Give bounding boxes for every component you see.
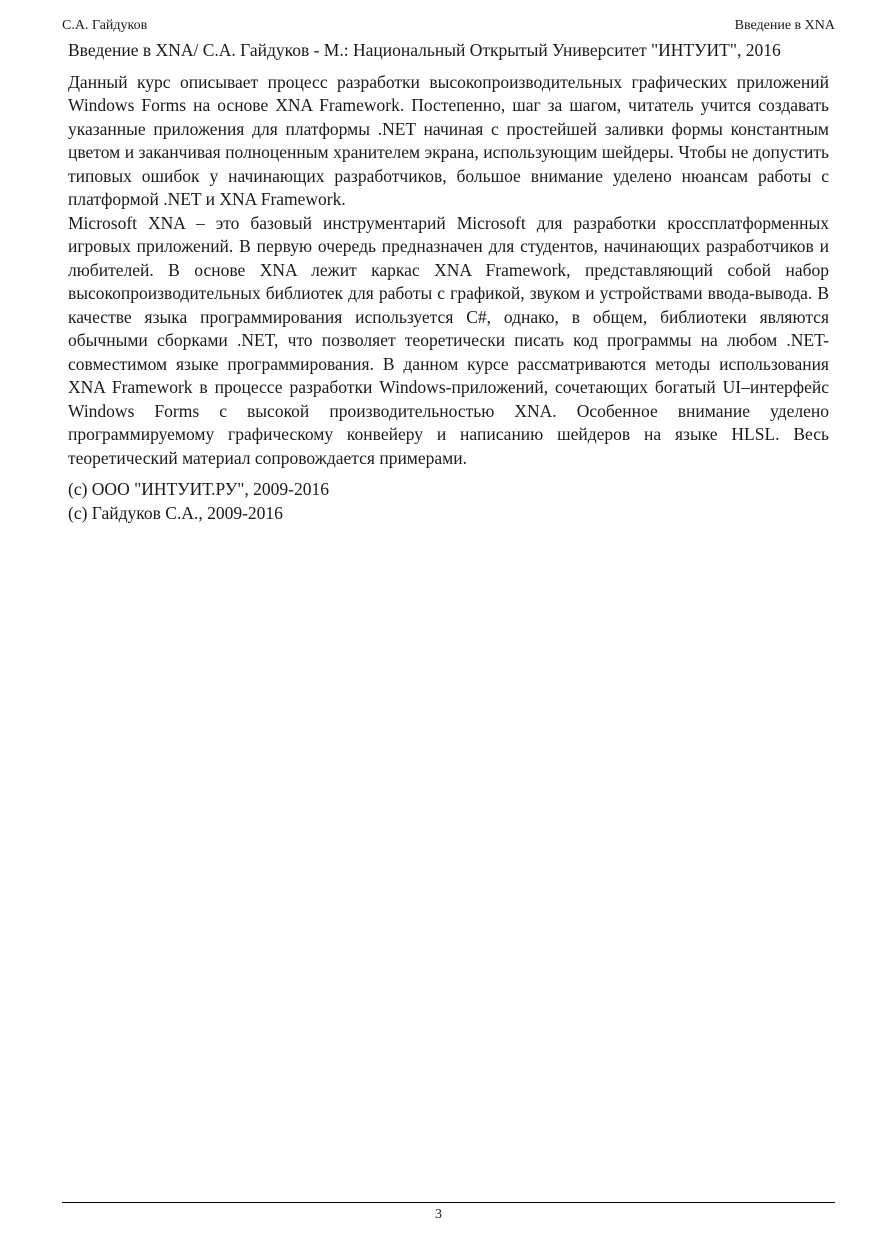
annotation-paragraph: Данный курс описывает процесс разработки высокопроизводительных графических приложений Windows Forms на основе XNA Framework. Постепенно, шаг за шагом, читатель учится создавать указанные приложения для платформы .NET начиная с простейшей заливки формы константным цветом и заканчивая полноценным хранителем экрана, использующим шейдеры. Чтобы не допустить типовых ошибок у начинающих разработчиков, большое внимание уделено нюансам работы с платформой .NET и XNA Framework.: [68, 71, 829, 209]
footer-divider: [62, 1202, 835, 1203]
page-number: 3: [435, 1207, 442, 1222]
copyright-line: (c) ООО "ИНТУИТ.РУ", 2009-2016: [68, 479, 329, 499]
annotation-paragraph: Microsoft XNA – это базовый инструментарий Microsoft для разработки кроссплатформенных игровых приложений. В первую очередь предназначен для студентов, начинающих разработчиков и любителей. В основе XNA лежит каркас XNA Framework, представляющий собой набор высокопроизводительных библиотек для работы с графикой, звуком и устройствами ввода-вывода. В качестве языка программирования используется C#, однако, в общем, библиотеки являются обычными сборками .NET, что позволяет теоретически писать код программы на любом .NET-совместимом языке программирования. В данном курсе рассматриваются методы использования XNA Framework в процессе разработки Windows-приложений, сочетающих богатый UI–интерфейс Windows Forms с высокой производительностью XNA. Особенное внимание уделено программируемому графическому конвейеру и написанию шейдеров на языке HLSL. Весь теоретический материал сопровождается примерами.: [68, 212, 829, 468]
bibliographic-citation: Введение в XNA/ С.А. Гайдуков - М.: Национальный Открытый Университет "ИНТУИТ", 2016: [68, 40, 781, 60]
header-author: С.А. Гайдуков: [62, 18, 148, 33]
copyright-block: [68, 478, 829, 525]
header-course-title: Введение в XNA: [734, 18, 835, 33]
running-head: [62, 16, 835, 36]
page-content: [68, 39, 829, 525]
copyright-line: (c) Гайдуков С.А., 2009-2016: [68, 502, 283, 523]
annotation: [68, 71, 829, 471]
